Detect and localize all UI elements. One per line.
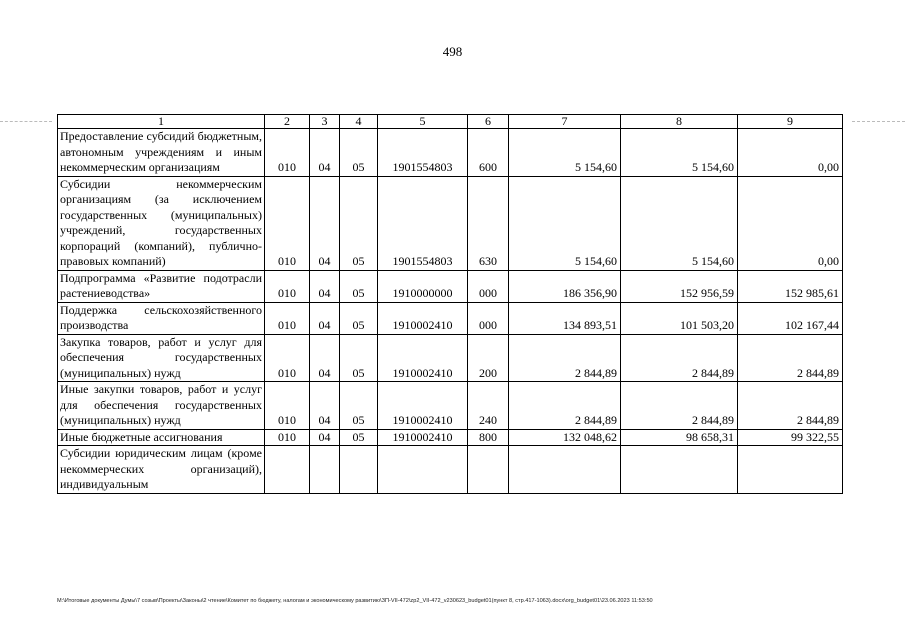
section-cell: 04: [310, 382, 340, 430]
section-cell: 04: [310, 429, 340, 446]
amount-col9-cell: 0,00: [738, 129, 843, 177]
target-article-cell: 1910000000: [378, 270, 468, 302]
header-cell: 4: [340, 115, 378, 129]
section-cell: [310, 446, 340, 494]
row-name-cell: Поддержка сельскохозяйственного производства: [58, 302, 265, 334]
amount-col7-cell: 5 154,60: [509, 176, 621, 270]
target-article-cell: 1910002410: [378, 429, 468, 446]
expense-type-cell: 200: [468, 334, 509, 382]
target-article-cell: [378, 446, 468, 494]
header-cell: 7: [509, 115, 621, 129]
row-name-cell: Предоставление субсидий бюджетным, автономным учреждениям и иным некоммерческим организациям: [58, 129, 265, 177]
amount-col7-cell: 134 893,51: [509, 302, 621, 334]
subsection-cell: 05: [340, 382, 378, 430]
amount-col7-cell: 2 844,89: [509, 334, 621, 382]
amount-col7-cell: 186 356,90: [509, 270, 621, 302]
amount-col7-cell: [509, 446, 621, 494]
row-name-cell: Субсидии юридическим лицам (кроме некоммерческих организаций), индивидуальным: [58, 446, 265, 494]
table-row: [58, 270, 843, 302]
code-cell: 010: [265, 270, 310, 302]
expense-type-cell: 240: [468, 382, 509, 430]
row-name-cell: Субсидии некоммерческим организациям (за исключением государственных (муниципальных) учреждений, государственных корпораций (компаний), публично-правовых компаний): [58, 176, 265, 270]
amount-col9-cell: 102 167,44: [738, 302, 843, 334]
amount-col9-cell: 152 985,61: [738, 270, 843, 302]
amount-col8-cell: 5 154,60: [621, 176, 738, 270]
subsection-cell: 05: [340, 334, 378, 382]
table-row: [58, 429, 843, 446]
subsection-cell: 05: [340, 129, 378, 177]
amount-col7-cell: 2 844,89: [509, 382, 621, 430]
header-cell: 6: [468, 115, 509, 129]
expense-type-cell: 000: [468, 302, 509, 334]
target-article-cell: 1901554803: [378, 176, 468, 270]
code-cell: 010: [265, 334, 310, 382]
amount-col9-cell: 0,00: [738, 176, 843, 270]
budget-table: [57, 114, 843, 494]
subsection-cell: 05: [340, 270, 378, 302]
header-row: [58, 115, 843, 129]
amount-col8-cell: 2 844,89: [621, 334, 738, 382]
expense-type-cell: 630: [468, 176, 509, 270]
code-cell: 010: [265, 382, 310, 430]
amount-col7-cell: 5 154,60: [509, 129, 621, 177]
table-row: [58, 302, 843, 334]
amount-col8-cell: 152 956,59: [621, 270, 738, 302]
header-cell: 5: [378, 115, 468, 129]
expense-type-cell: [468, 446, 509, 494]
header-cell: 2: [265, 115, 310, 129]
table-row: [58, 382, 843, 430]
code-cell: 010: [265, 176, 310, 270]
document-path-footer: M:\Итоговые документы Думы\7 созыв\Проекты\Законы\2 чтение\Комитет по бюджету, налогам и экономическому развитию\ЗП-VII-472\zp2_VII-472_v230623_budget01(пункт 8, стр.417-1063).docx\org_budget01\23.06.2023 11:53:50: [57, 598, 653, 604]
amount-col8-cell: 2 844,89: [621, 382, 738, 430]
target-article-cell: 1910002410: [378, 334, 468, 382]
amount-col7-cell: 132 048,62: [509, 429, 621, 446]
expense-type-cell: 000: [468, 270, 509, 302]
section-cell: 04: [310, 129, 340, 177]
table-row: [58, 176, 843, 270]
row-name-cell: Иные закупки товаров, работ и услуг для обеспечения государственных (муниципальных) нужд: [58, 382, 265, 430]
subsection-cell: 05: [340, 429, 378, 446]
code-cell: 010: [265, 302, 310, 334]
section-cell: 04: [310, 270, 340, 302]
target-article-cell: 1901554803: [378, 129, 468, 177]
expense-type-cell: 600: [468, 129, 509, 177]
row-name-cell: Подпрограмма «Развитие подотрасли растениеводства»: [58, 270, 265, 302]
code-cell: 010: [265, 429, 310, 446]
page-number: 498: [442, 44, 463, 59]
amount-col8-cell: 98 658,31: [621, 429, 738, 446]
table-row: [58, 129, 843, 177]
section-cell: 04: [310, 302, 340, 334]
table-body: [58, 115, 843, 494]
amount-col9-cell: 2 844,89: [738, 382, 843, 430]
subsection-cell: 05: [340, 302, 378, 334]
scan-artifact-line-left: [0, 121, 52, 122]
target-article-cell: 1910002410: [378, 382, 468, 430]
target-article-cell: 1910002410: [378, 302, 468, 334]
table-row: [58, 446, 843, 494]
header-cell: 3: [310, 115, 340, 129]
amount-col9-cell: [738, 446, 843, 494]
subsection-cell: 05: [340, 176, 378, 270]
code-cell: [265, 446, 310, 494]
expense-type-cell: 800: [468, 429, 509, 446]
subsection-cell: [340, 446, 378, 494]
row-name-cell: Закупка товаров, работ и услуг для обеспечения государственных (муниципальных) нужд: [58, 334, 265, 382]
section-cell: 04: [310, 334, 340, 382]
scan-artifact-line-right: [852, 121, 905, 122]
header-cell: 8: [621, 115, 738, 129]
table-row: [58, 334, 843, 382]
amount-col8-cell: [621, 446, 738, 494]
section-cell: 04: [310, 176, 340, 270]
row-name-cell: Иные бюджетные ассигнования: [58, 429, 265, 446]
amount-col8-cell: 101 503,20: [621, 302, 738, 334]
code-cell: 010: [265, 129, 310, 177]
amount-col8-cell: 5 154,60: [621, 129, 738, 177]
amount-col9-cell: 99 322,55: [738, 429, 843, 446]
header-cell: 9: [738, 115, 843, 129]
header-cell: 1: [58, 115, 265, 129]
amount-col9-cell: 2 844,89: [738, 334, 843, 382]
